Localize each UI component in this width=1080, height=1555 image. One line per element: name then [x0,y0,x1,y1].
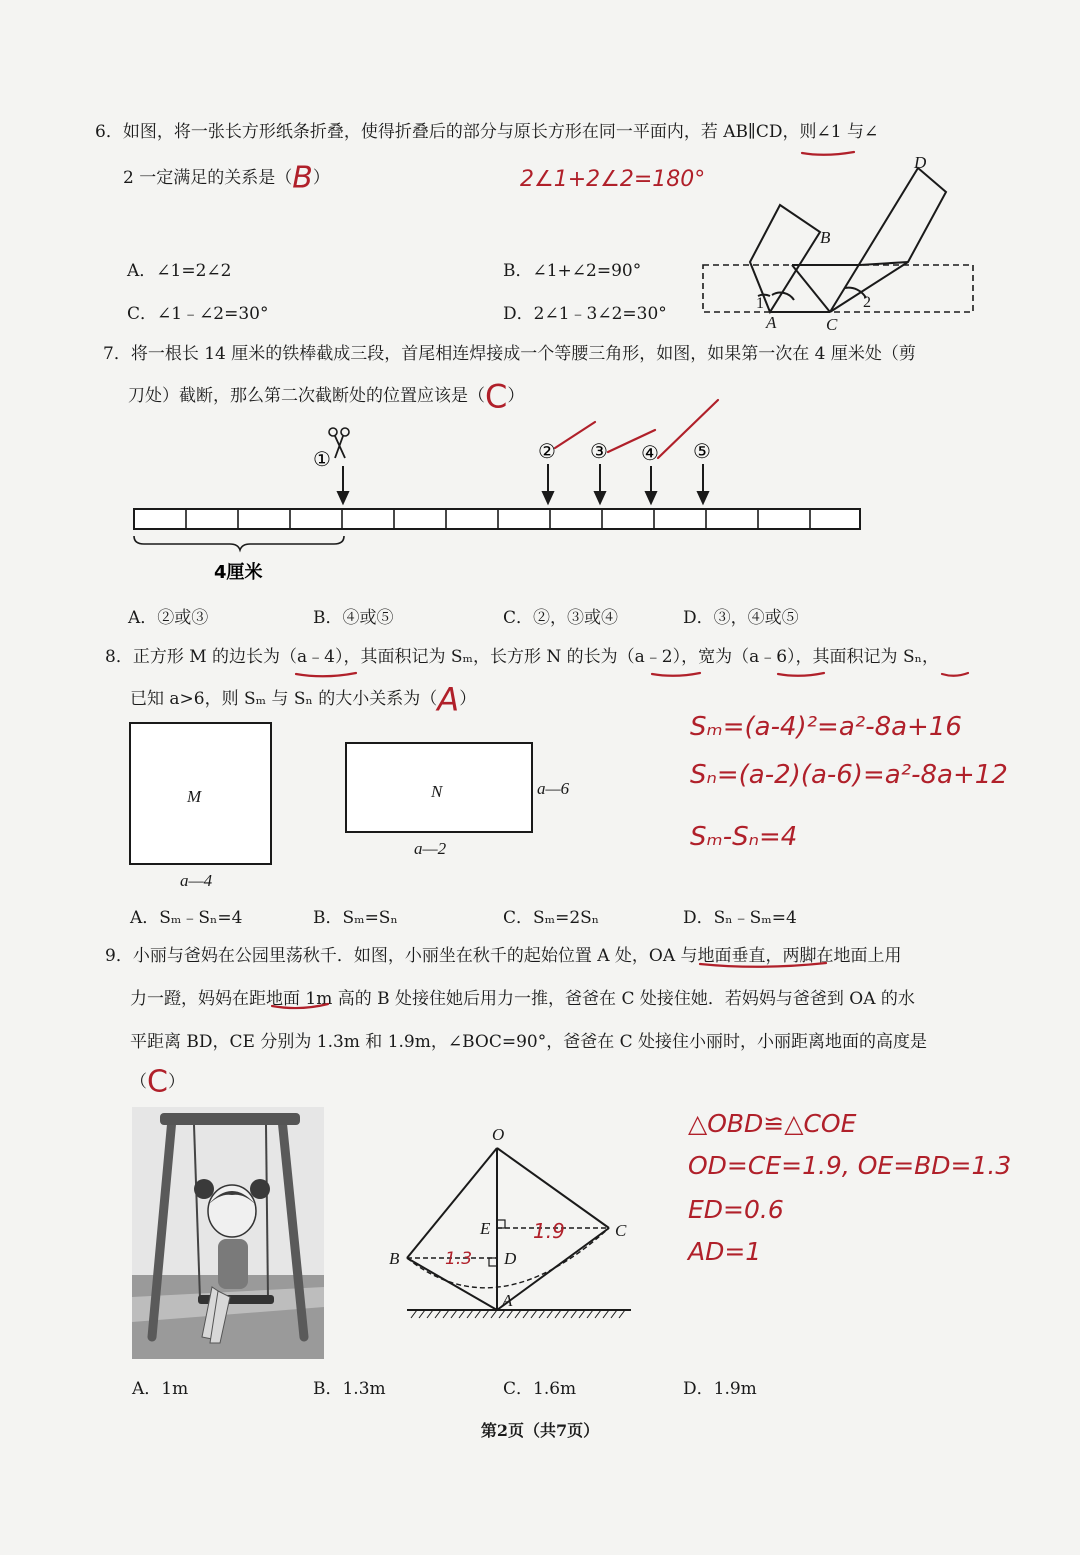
q8-rect-length: a—2 [414,839,447,858]
girl-hair-bun-right [250,1179,270,1199]
page-footer: 第2页（共7页） [480,1421,600,1440]
q6-right-fold [830,168,946,312]
q9-geometry-figure [385,1120,625,1330]
q8-answer: A [437,680,460,719]
q7-marker-3: ③ [590,439,608,463]
q9-point-E: E [480,1219,491,1238]
q7-length-label: 4厘米 [214,562,263,583]
q7-answer: C [485,377,508,416]
q9-handwritten-work [688,1100,1048,1280]
q9-work-line3: ED=0.6 [688,1195,784,1224]
girl-hair-bun-left [194,1179,214,1199]
q8-work-line2: Sₙ=(a-2)(a-6)=a²-8a+12 [690,760,1008,790]
q8-square-side: a—4 [180,871,213,890]
scissors-icon [329,428,349,458]
q7-brace [134,536,344,550]
q6-option-a: A．∠1=2∠2 [127,261,232,281]
q6-point-B: B [820,228,831,247]
q9-point-O: O [492,1125,505,1144]
q9-hw-ce: 1.9 [533,1219,565,1243]
q9-stem-line2: 力一蹬，妈妈在距地面 1m 高的 B 处接住她后用力一推，爸爸在 C 处接住她．若妈妈与爸爸到 OA 的水 [130,989,915,1009]
q6-stem-text: 2 一定满足的关系是（ [123,168,293,188]
q8-rect-label: N [431,782,443,801]
q9-stem-text: （ [130,1072,147,1092]
q9-point-A: A [502,1291,513,1310]
q6-handwritten-note [520,158,706,198]
q7-stem-line1: 7．将一根长 14 厘米的铁棒截成三段，首尾相连焊接成一个等腰三角形，如图，如果第一次在 4 厘米处（剪 [103,344,916,364]
q7-rod [134,509,860,529]
q9-answer: C [147,1064,168,1100]
q9-stem-line4 [130,1064,185,1100]
q9-work-line1: △OBD≌△COE [688,1109,857,1138]
q9-stem-line1: 9．小丽与爸妈在公园里荡秋千．如图，小丽坐在秋千的起始位置 A 处，OA 与地面垂直，两脚在地面上用 [105,946,902,966]
q6-angle2-label: 2 [863,294,871,311]
q6-option-b: B．∠1+∠2=90° [503,261,642,281]
q9-option-a: A．1m [132,1379,189,1399]
q7-option-d: D．③，④或⑤ [683,608,799,628]
q6-point-A: A [766,313,777,332]
q9-option-c: C．1.6m [503,1379,577,1399]
q7-marker-5: ⑤ [693,439,711,463]
q6-stem-line1: 6．如图，将一张长方形纸条折叠，使得折叠后的部分与原长方形在同一平面内，若 AB∥CD，则∠1 与∠ [95,122,879,142]
q8-rect-width: a—6 [537,779,570,798]
q6-stem-line2 [123,160,330,196]
q6-note-text: 2∠1+2∠2=180° [520,167,706,192]
q9-work-line2: OD=CE=1.9, OE=BD=1.3 [688,1151,1012,1180]
q9-swing-illustration [132,1107,324,1359]
q6-strip-dashed [703,265,973,312]
q9-option-d: D．1.9m [683,1379,757,1399]
q7-marker-4: ④ [641,441,659,465]
q8-stem-line2 [130,680,477,719]
q8-stem-line1: 8．正方形 M 的边长为（a﹣4），其面积记为 Sₘ，长方形 N 的长为（a﹣2），宽为（a﹣6），其面积记为 Sₙ， [105,647,939,667]
q8-work-line3: Sₘ-Sₙ=4 [690,822,798,852]
q6-fold-figure [700,150,990,340]
q6-option-d: D．2∠1﹣3∠2=30° [503,304,667,324]
q6-answer: B [292,160,313,196]
q8-underlines [0,668,900,688]
girl-dress [218,1239,248,1289]
q9-underlines [0,958,900,1018]
q9-stem-line3: 平距离 BD，CE 分别为 1.3m 和 1.9m，∠BOC=90°，爸爸在 C 处接住小丽时，小丽距离地面的高度是 [130,1032,928,1052]
q7-stem-close: ） [507,386,525,406]
q8-option-d: D．Sₙ﹣Sₘ=4 [683,908,797,928]
q9-point-C: C [615,1221,627,1240]
q9-stem-close: ） [167,1072,185,1092]
q7-marker-2: ② [538,439,556,463]
q9-point-B: B [389,1249,400,1268]
q8-work-line1: Sₘ=(a-4)²=a²-8a+16 [690,712,962,742]
q7-option-b: B．④或⑤ [313,608,394,628]
q6-angle1-label: 1 [756,295,764,312]
q6-point-C: C [826,315,838,334]
q8-stem-text: 已知 a>6，则 Sₘ 与 Sₙ 的大小关系为（ [130,689,438,709]
q7-stem-text: 刀处）截断，那么第二次截断处的位置应该是（ [128,386,485,406]
q7-rod-figure [130,400,890,590]
q9-hw-bd: 1.3 [445,1249,473,1269]
q8-option-c: C．Sₘ=2Sₙ [503,908,600,928]
q9-work-line4: AD=1 [688,1237,762,1266]
q6-stem-close: ） [312,168,330,188]
q6-point-D: D [914,153,927,172]
q7-option-c: C．②，③或④ [503,608,619,628]
q8-shapes [125,718,585,908]
q9-option-b: B．1.3m [313,1379,386,1399]
q8-option-b: B．Sₘ=Sₙ [313,908,398,928]
q8-square-label: M [187,787,202,806]
q8-handwritten-work [690,705,1050,855]
q7-marker-1: ① [313,447,331,471]
q7-option-a: A．②或③ [128,608,209,628]
q9-point-D: D [504,1249,517,1268]
q8-option-a: A．Sₘ﹣Sₙ=4 [130,908,243,928]
q8-stem-close: ） [459,689,477,709]
q6-option-c: C．∠1﹣∠2=30° [127,304,269,324]
